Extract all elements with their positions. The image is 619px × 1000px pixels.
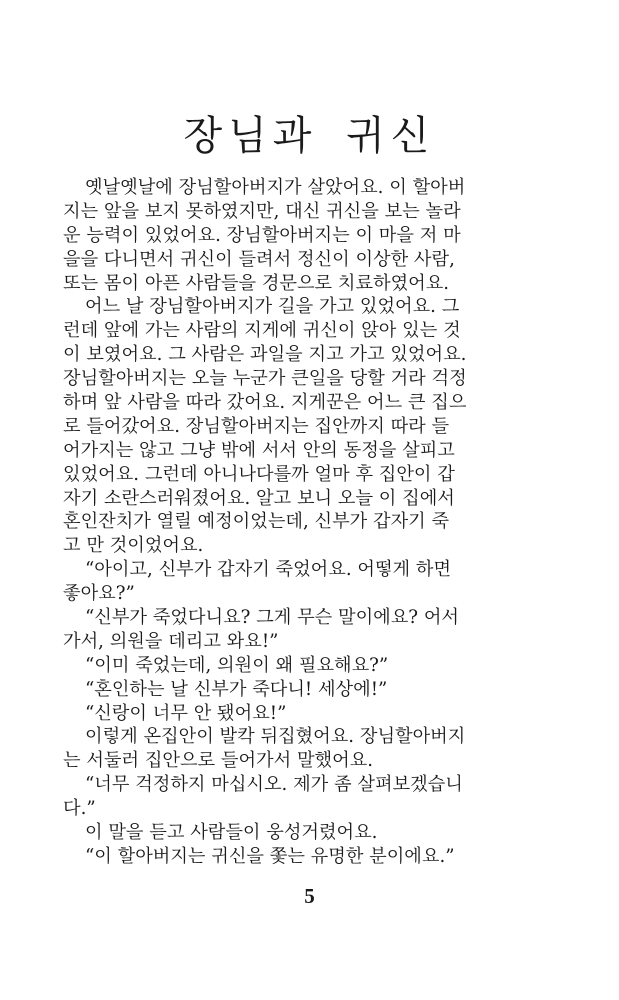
story-body bbox=[63, 176, 509, 869]
text-line: 지는 앞을 보지 못하였지만, 대신 귀신을 보는 놀라 bbox=[63, 200, 461, 222]
text-line: 혼인잔치가 열릴 예정이었는데, 신부가 갑자기 죽 bbox=[63, 511, 450, 533]
text-line: 이 말을 듣고 사람들이 웅성거렸어요. bbox=[85, 822, 378, 844]
text-line: “신부가 죽었다니요? 그게 무슨 말이에요? 어서 bbox=[85, 607, 459, 629]
text-line: 하며 앞 사람을 따라 갔어요. 지게꾼은 어느 큰 집으 bbox=[63, 392, 467, 414]
text-line: 있었어요. 그런데 아니나다를까 얼마 후 집안이 갑 bbox=[63, 463, 455, 485]
text-line: 가서, 의원을 데리고 와요!” bbox=[63, 630, 279, 652]
text-line: 어느 날 장님할아버지가 길을 가고 있었어요. 그 bbox=[85, 296, 460, 318]
text-line: “이 할아버지는 귀신을 쫓는 유명한 분이에요.” bbox=[85, 845, 455, 867]
text-line: 고 만 것이었어요. bbox=[63, 535, 204, 557]
page-number: 5 bbox=[304, 884, 315, 908]
text-line: 자기 소란스러워졌어요. 알고 보니 오늘 이 집에서 bbox=[63, 487, 455, 509]
text-line: 장님할아버지는 오늘 누군가 큰일을 당할 거라 걱정 bbox=[63, 368, 467, 390]
text-line: 런데 앞에 가는 사람의 지게에 귀신이 앉아 있는 것 bbox=[63, 320, 461, 342]
text-line: 또는 몸이 아픈 사람들을 경문으로 치료하였어요. bbox=[63, 272, 450, 294]
text-line: “신랑이 너무 안 됐어요!” bbox=[85, 702, 287, 724]
text-line: “아이고, 신부가 갑자기 죽었어요. 어떻게 하면 bbox=[85, 559, 452, 581]
text-line: 로 들어갔어요. 장님할아버지는 집안까지 따라 들 bbox=[63, 415, 450, 437]
page-title: 장님과 귀신 bbox=[183, 113, 436, 159]
text-line: “이미 죽었는데, 의원이 왜 필요해요?” bbox=[85, 654, 389, 676]
text-line: 이렇게 온집안이 발칵 뒤집혔어요. 장님할아버지 bbox=[85, 726, 466, 748]
text-line: 는 서둘러 집안으로 들어가서 말했어요. bbox=[63, 750, 374, 772]
text-line: “혼인하는 날 신부가 죽다니! 세상에!” bbox=[85, 678, 388, 700]
text-line: “너무 걱정하지 마십시오. 제가 좀 살펴보겠습니 bbox=[85, 774, 463, 796]
text-line: 이 보였어요. 그 사람은 과일을 지고 가고 있었어요. bbox=[63, 344, 467, 366]
text-line: 어가지는 않고 그냥 밖에 서서 안의 동정을 살피고 bbox=[63, 439, 455, 461]
text-line: 을을 다니면서 귀신이 들려서 정신이 이상한 사람, bbox=[63, 248, 455, 270]
text-line: 운 능력이 있었어요. 장님할아버지는 이 마을 저 마 bbox=[63, 224, 461, 246]
text-line: 좋아요?” bbox=[63, 583, 135, 605]
text-line: 다.” bbox=[63, 798, 96, 820]
text-line: 옛날옛날에 장님할아버지가 살았어요. 이 할아버 bbox=[85, 177, 466, 198]
